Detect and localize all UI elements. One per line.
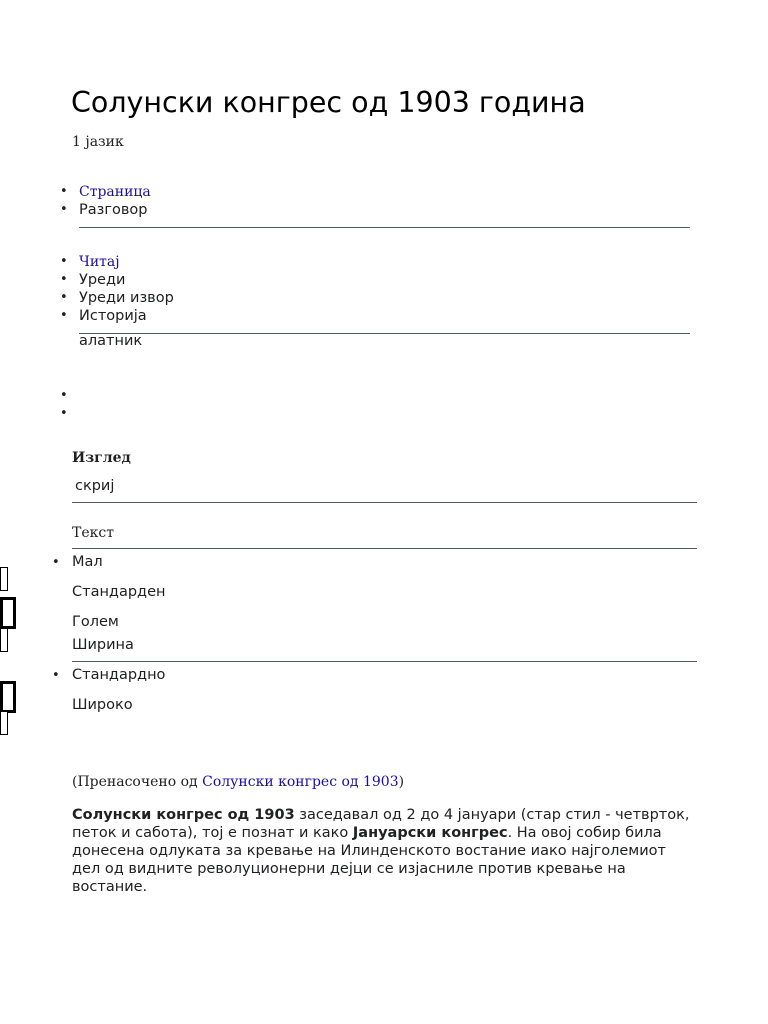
hide-appearance-button[interactable]: скриј [75,478,115,494]
radio-small-input[interactable] [0,567,8,591]
tab-page[interactable] [60,183,151,201]
tools-list [60,387,79,423]
divider [72,661,697,662]
divider [72,548,697,549]
text-size-large-option[interactable]: Голем [72,614,119,630]
tab-read-label[interactable]: Читај [79,254,120,270]
tab-history[interactable] [60,307,174,325]
tab-history-label[interactable]: Историја [79,308,147,324]
text-size-standard-option[interactable]: Стандарден [72,584,166,600]
width-heading: Ширина [72,637,134,653]
tab-page-label[interactable]: Страница [79,184,151,200]
text-size-heading: Текст [72,525,114,541]
tab-talk-label[interactable]: Разговор [79,202,148,218]
text-size-small-option[interactable]: Мал [72,554,103,570]
list-item [60,387,79,405]
lead-text-2: . На овој собир била донесена одлуката за кревање на Илинденското востание иако најголемиот дел од видните револуционерни дејци се изјасниле против кревање на востание. [72,825,666,895]
bullet: • [52,555,60,570]
tab-edit-source-label[interactable]: Уреди извор [79,290,174,306]
redirect-note [72,774,404,790]
width-wide-option[interactable]: Широко [72,697,133,713]
tab-edit[interactable] [60,271,174,289]
tab-edit-source[interactable] [60,289,174,307]
lead-bold-title: Солунски конгрес од 1903 [72,807,295,823]
redirect-suffix: ) [398,774,405,790]
radio-large-input[interactable] [0,628,8,652]
list-item [60,405,79,423]
divider [79,227,690,228]
divider [72,502,697,503]
radio-width-standard-input[interactable] [0,681,16,713]
bullet: • [52,668,60,683]
view-tabs [60,253,174,325]
lead-paragraph [72,806,697,896]
page-title: Солунски конгрес од 1903 година [71,86,586,119]
width-standard-option[interactable]: Стандардно [72,667,166,683]
lead-bold-alt-name: Јануарски конгрес [352,825,508,841]
appearance-heading: Изглед [72,450,131,466]
radio-width-wide-input[interactable] [0,711,8,735]
tab-talk[interactable] [60,201,151,219]
redirect-link[interactable]: Солунски конгрес од 1903 [202,774,399,790]
tools-menu-label[interactable]: алатник [79,333,143,349]
namespace-tabs [60,183,151,219]
radio-standard-input[interactable] [0,597,16,629]
language-count[interactable]: 1 јазик [72,134,124,150]
tab-edit-label[interactable]: Уреди [79,272,126,288]
redirect-prefix: (Пренасочено од [72,774,203,790]
divider [79,333,690,334]
tab-read[interactable] [60,253,174,271]
lead-text-1: заседавал од 2 до 4 јануари (стар стил - четврток, петок и сабота), тој е познат и како [72,807,690,841]
